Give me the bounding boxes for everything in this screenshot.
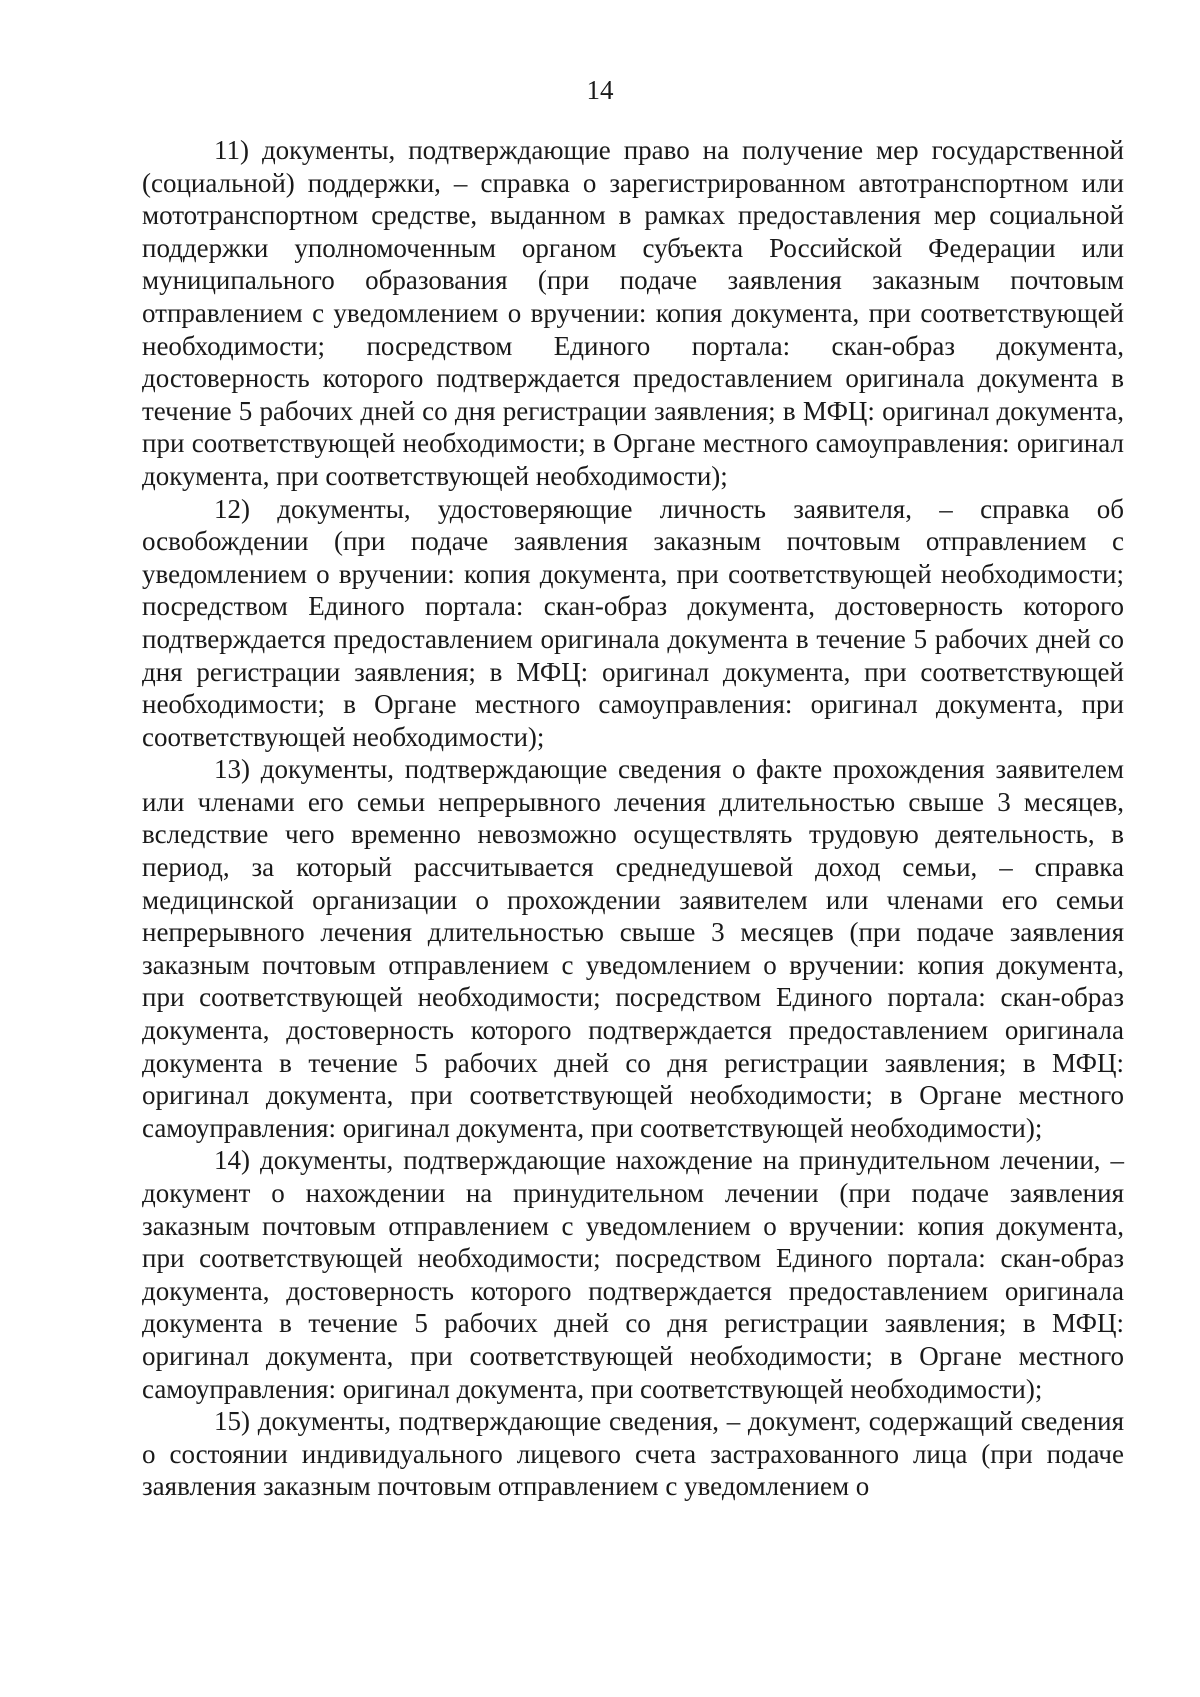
paragraph-item-11: 11) документы, подтверждающие право на получение мер государственной (социальной) поддержки, – справка о зарегистрированном автотранспортном или мототранспортном средстве, выданном в рамках предоставления мер социальной поддержки уполномоченным органом субъекта Российской Федерации или муниципального образования (при подаче заявления заказным почтовым отправлением с уведомлением о вручении: копия документа, при соответствующей необходимости; посредством Единого портала: скан-образ документа, достоверность которого подтверждается предоставлением оригинала документа в течение 5 рабочих дней со дня регистрации заявления; в МФЦ: оригинал документа, при соответствующей необходимости; в Органе местного самоуправления: оригинал документа, при соответствующей необходимости); bbox=[142, 135, 1124, 491]
document-body bbox=[142, 134, 1124, 1503]
paragraph-item-15: 15) документы, подтверждающие сведения, – документ, содержащий сведения о состоянии индивидуального лицевого счета застрахованного лица (при подаче заявления заказным почтовым отправлением с уведомлением о bbox=[142, 1406, 1124, 1502]
page-number: 14 bbox=[586, 75, 614, 105]
paragraph-item-14: 14) документы, подтверждающие нахождение на принудительном лечении, – документ о нахождении на принудительном лечении (при подаче заявления заказным почтовым отправлением с уведомлением о вручении: копия документа, при соответствующей необходимости; посредством Единого портала: скан-образ документа, достоверность которого подтверждается предоставлением оригинала документа в течение 5 рабочих дней со дня регистрации заявления; в МФЦ: оригинал документа, при соответствующей необходимости; в Органе местного самоуправления: оригинал документа, при соответствующей необходимости); bbox=[142, 1145, 1124, 1404]
paragraph-item-13: 13) документы, подтверждающие сведения о факте прохождения заявителем или членами его семьи непрерывного лечения длительностью свыше 3 месяцев, вследствие чего временно невозможно осуществлять трудовую деятельность, в период, за который рассчитывается среднедушевой доход семьи, – справка медицинской организации о прохождении заявителем или членами его семьи непрерывного лечения длительностью свыше 3 месяцев (при подаче заявления заказным почтовым отправлением с уведомлением о вручении: копия документа, при соответствующей необходимости; посредством Единого портала: скан-образ документа, достоверность которого подтверждается предоставлением оригинала документа в течение 5 рабочих дней со дня регистрации заявления; в МФЦ: оригинал документа, при соответствующей необходимости; в Органе местного самоуправления: оригинал документа, при соответствующей необходимости); bbox=[142, 754, 1124, 1143]
paragraph-item-12: 12) документы, удостоверяющие личность заявителя, – справка об освобождении (при подаче заявления заказным почтовым отправлением с уведомлением о вручении: копия документа, при соответствующей необходимости; посредством Единого портала: скан-образ документа, достоверность которого подтверждается предоставлением оригинала документа в течение 5 рабочих дней со дня регистрации заявления; в МФЦ: оригинал документа, при соответствующей необходимости; в Органе местного самоуправления: оригинал документа, при соответствующей необходимости); bbox=[142, 493, 1124, 752]
